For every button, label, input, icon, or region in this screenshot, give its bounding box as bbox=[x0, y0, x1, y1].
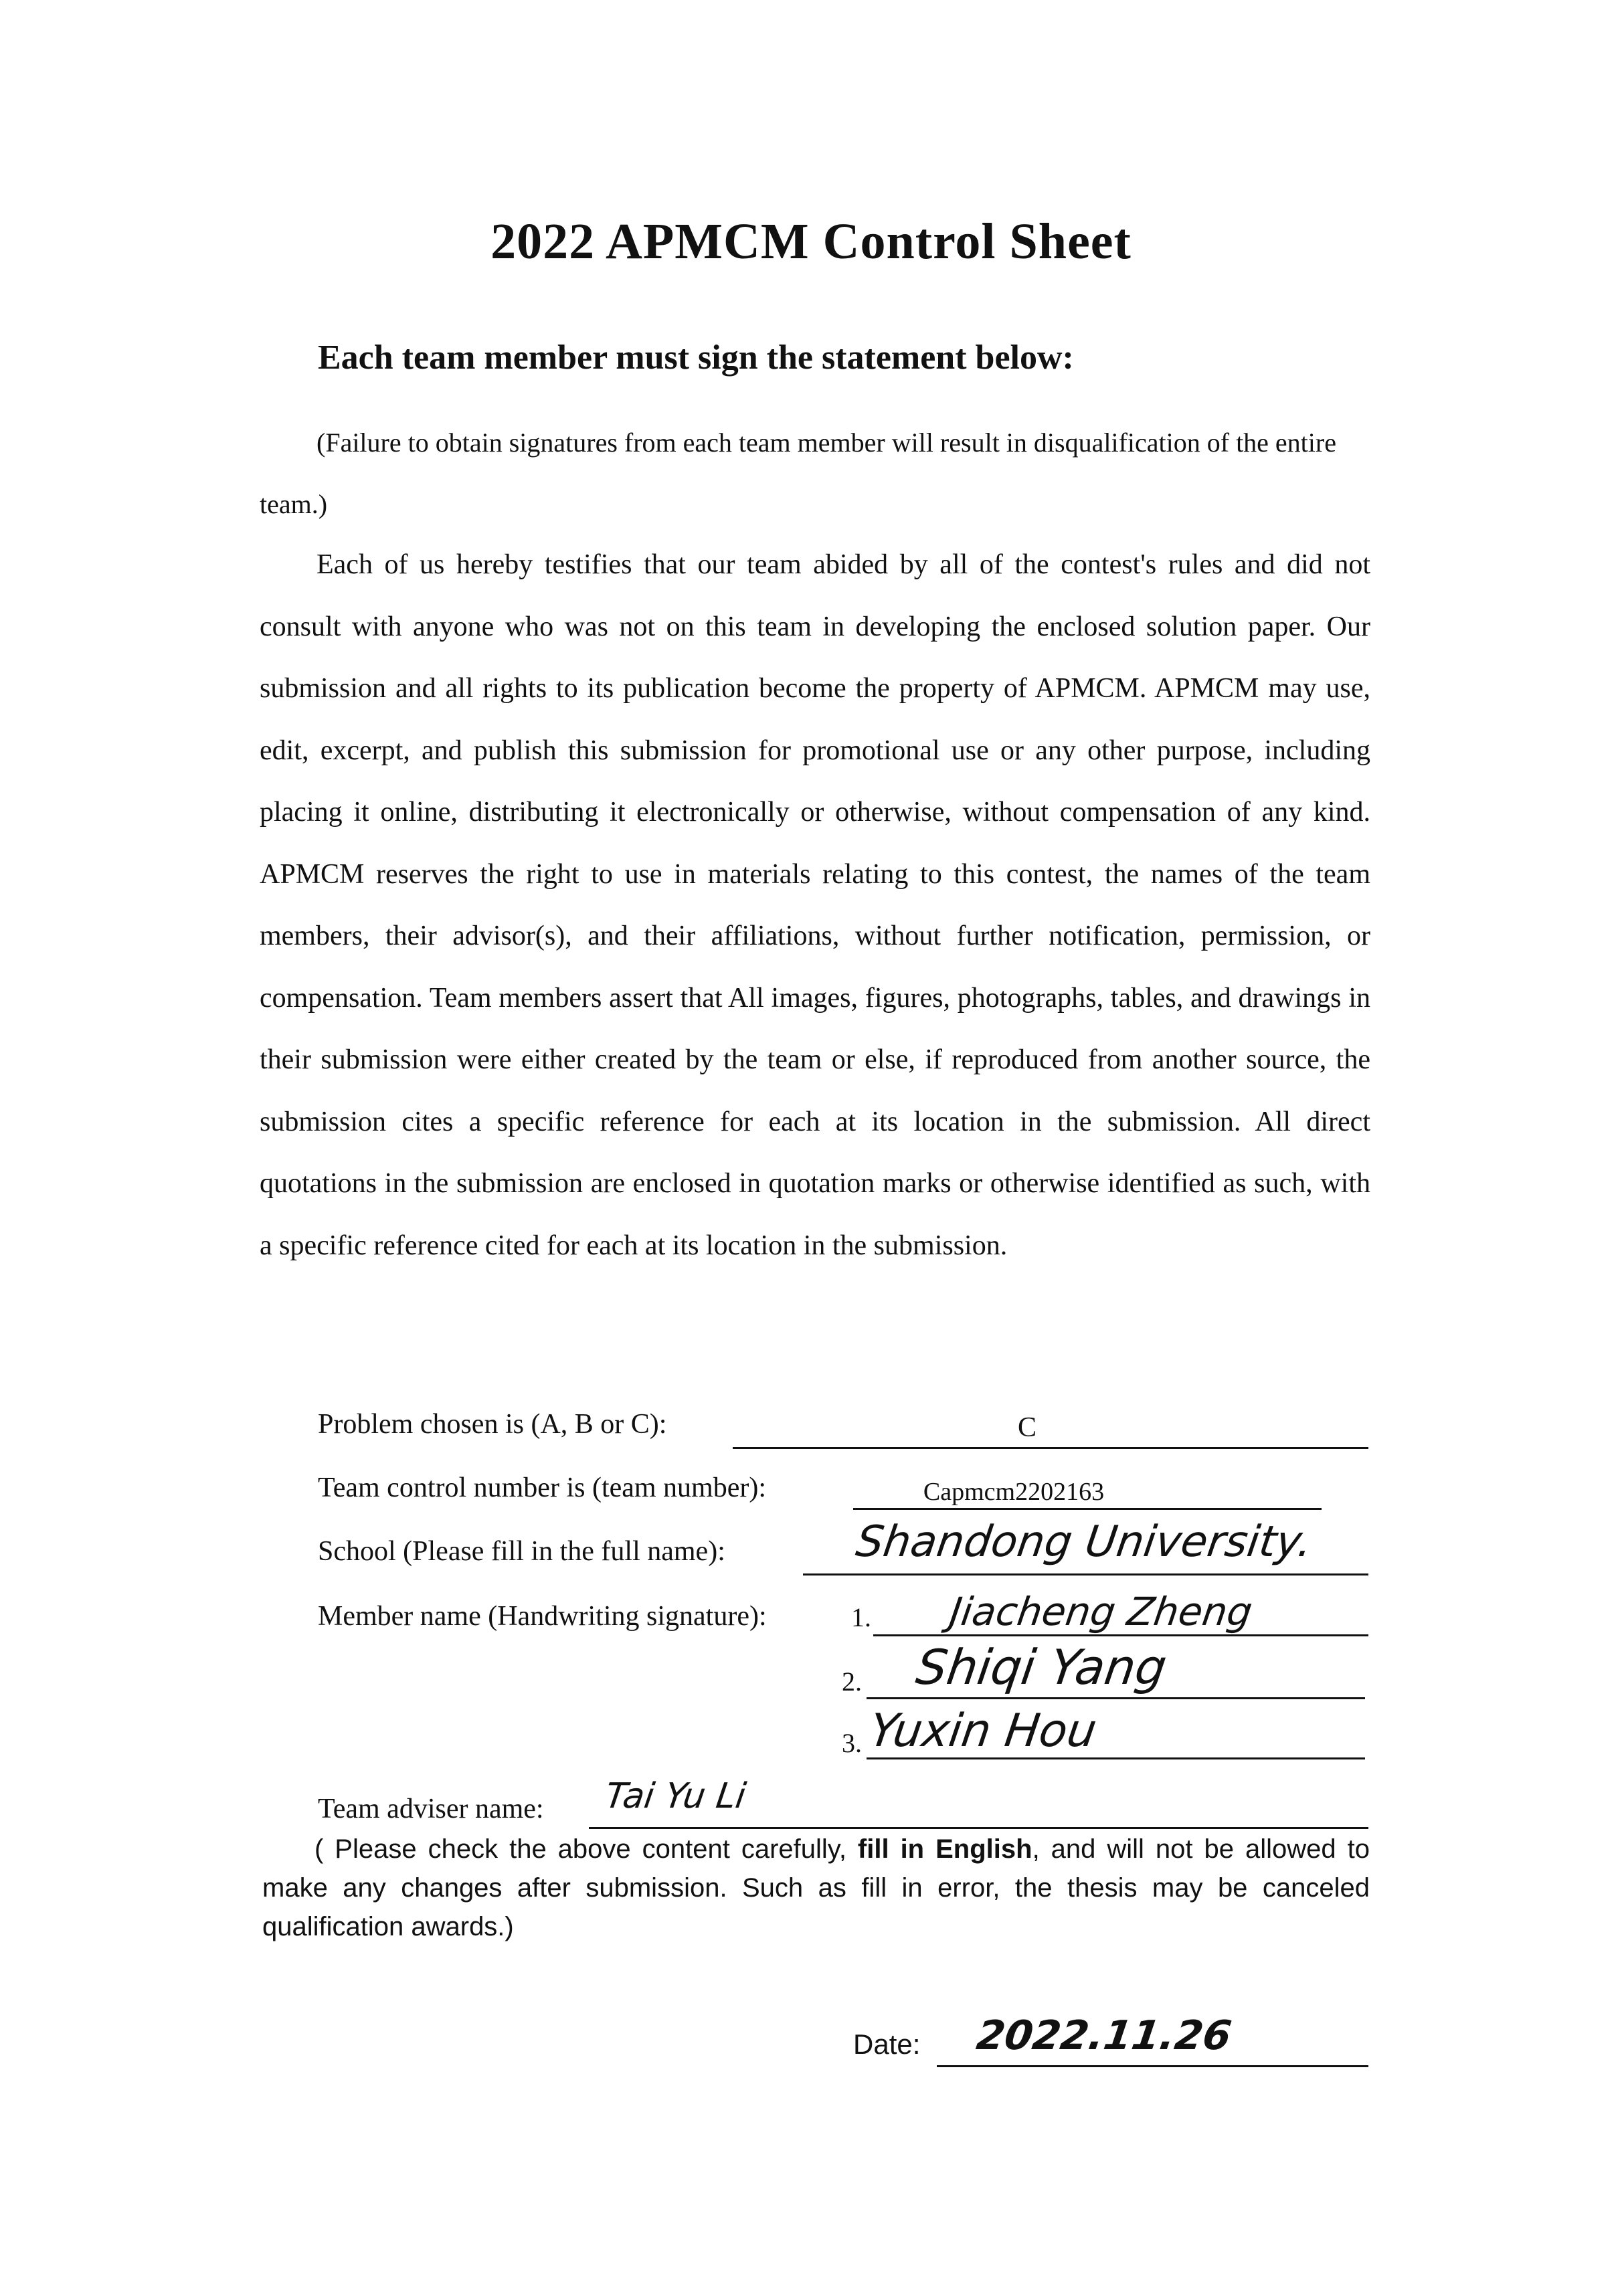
problem-line bbox=[733, 1447, 1368, 1449]
adviser-line bbox=[589, 1827, 1368, 1829]
school-line bbox=[803, 1573, 1368, 1575]
member-2-line bbox=[867, 1697, 1365, 1699]
adviser-handwritten-value[interactable]: Tai Yu Li bbox=[602, 1776, 749, 1816]
date-handwritten-value[interactable]: 2022.11.26 bbox=[974, 2012, 1235, 2059]
team-number-line bbox=[853, 1508, 1322, 1510]
page-title: 2022 APMCM Control Sheet bbox=[490, 213, 1132, 270]
school-handwritten-value[interactable]: Shandong University. bbox=[852, 1517, 1316, 1567]
member-1-line bbox=[873, 1634, 1368, 1636]
date-line bbox=[937, 2065, 1368, 2067]
team-number-label: Team control number is (team number): bbox=[318, 1472, 767, 1503]
member-3-line bbox=[867, 1757, 1365, 1759]
member-1-number: 1. bbox=[851, 1602, 871, 1632]
adviser-label: Team adviser name: bbox=[318, 1794, 544, 1824]
disclaimer-emphasis: fill in English bbox=[857, 1834, 1032, 1864]
member-2-number: 2. bbox=[842, 1666, 862, 1697]
member-3-signature[interactable]: Yuxin Hou bbox=[866, 1705, 1100, 1757]
date-label: Date: bbox=[853, 2028, 921, 2060]
member-label: Member name (Handwriting signature): bbox=[318, 1601, 767, 1632]
disqualification-note: (Failure to obtain signatures from each team member will result in disqualification of the entire team.) bbox=[260, 427, 1336, 519]
problem-label: Problem chosen is (A, B or C): bbox=[318, 1409, 667, 1440]
disclaimer-paragraph: ( Please check the above content carefully, fill in English, and will not be allowed to make any changes after submission. Such as fill in error, the thesis may be canceled qualification awards.) bbox=[262, 1834, 1370, 1941]
member-3-number: 3. bbox=[842, 1728, 862, 1758]
team-number-value[interactable]: Capmcm2202163 bbox=[923, 1478, 1105, 1506]
problem-value[interactable]: C bbox=[1017, 1412, 1037, 1443]
school-label: School (Please fill in the full name): bbox=[318, 1536, 725, 1567]
member-2-signature[interactable]: Shiqi Yang bbox=[913, 1639, 1170, 1695]
member-1-signature[interactable]: Jiacheng Zheng bbox=[947, 1589, 1255, 1634]
statement-paragraph: Each of us hereby testifies that our team abided by all of the contest's rules and did not consult with anyone who was not on this team in developing the enclosed solution paper. Our submission and all rights to its publication become the property of APMCM. APMCM may use, edit, excerpt, and publish this submission for promotional use or any other purpose, including placing it online, distributing it electronically or otherwise, without compensation of any kind. APMCM reserves the right to use in materials relating to this contest, the names of the team members, their advisor(s), and their affiliations, without further notification, permission, or compensation. Team members assert that All images, figures, photographs, tables, and drawings in their submission were either created by the team or else, if reproduced from another source, the submission cites a specific reference for each at its location in the submission. All direct quotations in the submission are enclosed in quotation marks or otherwise identified as such, with a specific reference cited for each at its location in the submission. bbox=[260, 549, 1370, 1261]
statement-heading: Each team member must sign the statement below: bbox=[318, 339, 1074, 377]
